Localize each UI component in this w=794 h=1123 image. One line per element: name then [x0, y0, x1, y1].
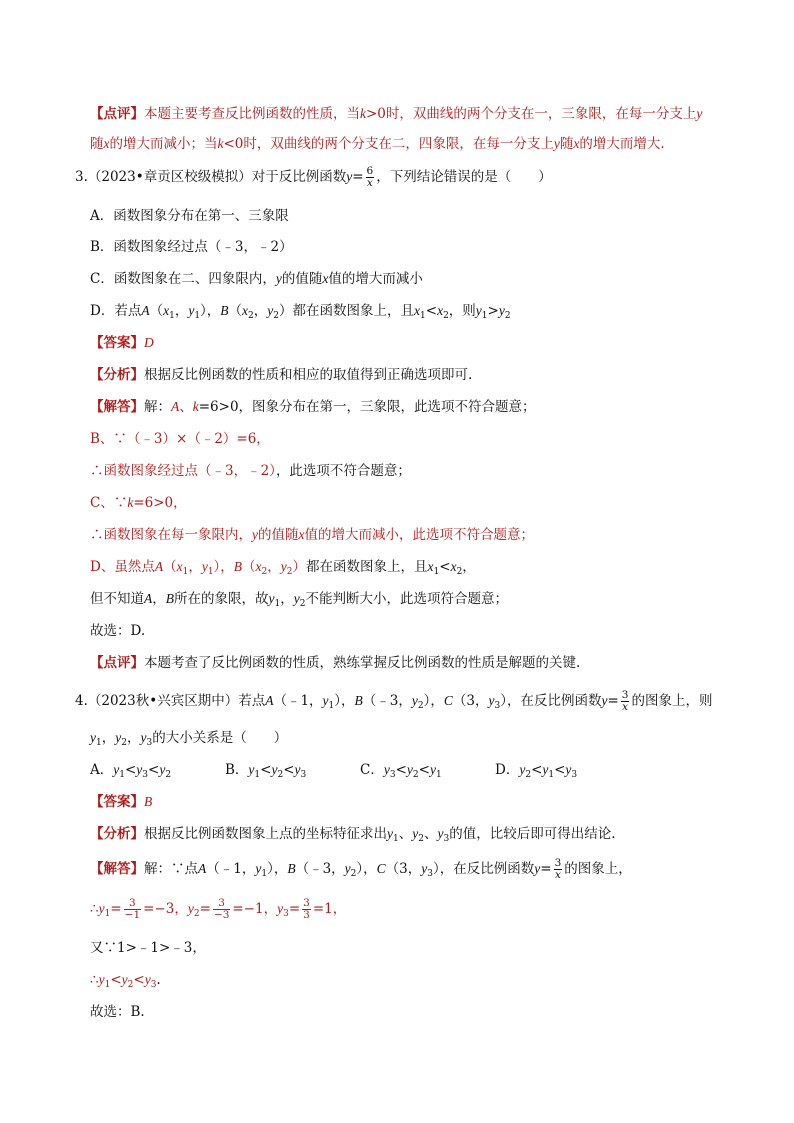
q4-solution-line2: $\therefore y_1=$ $\frac{3}{-1}$ =−3，$y_2=$ $\frac{3}{-3}$ =−1，$y_3=$ $\frac{3}{3}$ =1，	[90, 897, 347, 921]
q4-solution-line4: $\therefore y_1<y_2<y_3$.	[90, 972, 161, 990]
q3-solution-line4: C、∵k=6>0，	[90, 495, 187, 511]
q3-solution-line2: B、∵（﹣3）×（﹣2）=6，	[90, 431, 270, 447]
q3-option-c: C．函数图象在二、四象限内，y的值随x值的增大而减小	[90, 271, 423, 287]
q4-options	[90, 759, 630, 786]
q4-option-c: C．$y_3<y_2<y_1$	[360, 762, 442, 780]
q4-solution-line3: 又∵1>﹣1>﹣3，	[90, 940, 206, 956]
q3-answer: 【答案】D	[90, 335, 154, 351]
q4-fraction: $\frac{3}{x}$	[621, 689, 629, 713]
q3-option-b: B．函数图象经过点（﹣3，﹣2）	[90, 239, 293, 255]
q4-solution-line1: 【解答】解：∵点A（﹣1，$y_1$），B（﹣3，$y_2$），C（3，$y_3$），在反比例函数y= $\frac{3}{x}$ 的图象上，	[90, 857, 632, 881]
q4-analysis: 【分析】根据反比例函数图象上点的坐标特征求出$y_1$、$y_2$、$y_3$的值，比较后即可得出结论.	[90, 826, 616, 844]
q3-comment: 【点评】本题考查了反比例函数的性质，熟练掌握反比例函数的性质是解题的关键.	[90, 655, 581, 671]
q4-option-b: B．$y_1<y_2<y_3$	[225, 762, 307, 780]
q4-solution-fraction: $\frac{3}{x}$	[554, 857, 562, 881]
q3-fraction: $\frac{6}{x}$	[366, 165, 374, 189]
q3-solution-line7: 但不知道A，B所在的象限，故$y_1$，$y_2$不能判断大小，此选项符合题意；	[90, 591, 508, 609]
q3-option-d: D．若点$A(x_1$，$y_1$），$B(x_2$，$y_2$）都在函数图象上，且$x_1<x_2$，则$y_1>y_2$	[90, 303, 511, 321]
q3-option-a: A．函数图象分布在第一、三象限	[90, 208, 289, 224]
fraction-3-over-neg3: $\frac{3}{-3}$	[213, 897, 230, 921]
q4-stem-line1: 4.（2023秋•兴宾区期中）若点A（﹣1，$y_1$），B（﹣3，$y_2$），C（3，$y_3$），在反比例函数y= $\frac{3}{x}$ 的图象上，则	[75, 689, 713, 713]
fraction-3-over-3: $\frac{3}{3}$	[303, 897, 310, 921]
q3-solution-line5: ∴函数图象在每一象限内，y的值随x值的增大而减小，此选项不符合题意；	[90, 527, 534, 543]
comment-tag: 【点评】	[90, 106, 144, 122]
q4-option-d: D．$y_2<y_1<y_3$	[495, 762, 578, 780]
fraction-3-over-neg1: $\frac{3}{-1}$	[124, 897, 141, 921]
q3-solution-line6: D、虽然点$A(x_1$，$y_1$），$B(x_2$，$y_2$）都在函数图象上，且$x_1<x_2$，	[90, 559, 476, 577]
q4-stem-line2: $y_1$，$y_2$，$y_3$的大小关系是（ ）	[90, 730, 288, 748]
q3-solution-line3: ∴函数图象经过点（﹣3，﹣2），此选项不符合题意；	[90, 463, 411, 479]
q3-analysis: 【分析】根据反比例函数的性质和相应的取值得到正确选项即可.	[90, 367, 473, 383]
q4-option-a: A．$y_1<y_3<y_2$	[90, 762, 172, 780]
q2-comment-line1: 【点评】本题主要考查反比例函数的性质，当k>0时，双曲线的两个分支在一，三象限，在每一分支上y	[90, 106, 703, 122]
q4-choose: 故选：B.	[90, 1004, 145, 1020]
q4-answer: 【答案】B	[90, 794, 153, 810]
q3-stem: 3.（2023•章贡区校级模拟）对于反比例函数y= $\frac{6}{x}$ ，下列结论错误的是（ ）	[75, 165, 552, 189]
q3-solution-line1: 【解答】解：A、k=6>0，图象分布在第一，三象限，此选项不符合题意；	[90, 399, 536, 415]
q2-comment-line2: 随x的增大而减小；当k<0时，双曲线的两个分支在二，四象限，在每一分支上y随x的增大而增大.	[90, 136, 665, 152]
q3-choose: 故选：D.	[90, 623, 146, 639]
